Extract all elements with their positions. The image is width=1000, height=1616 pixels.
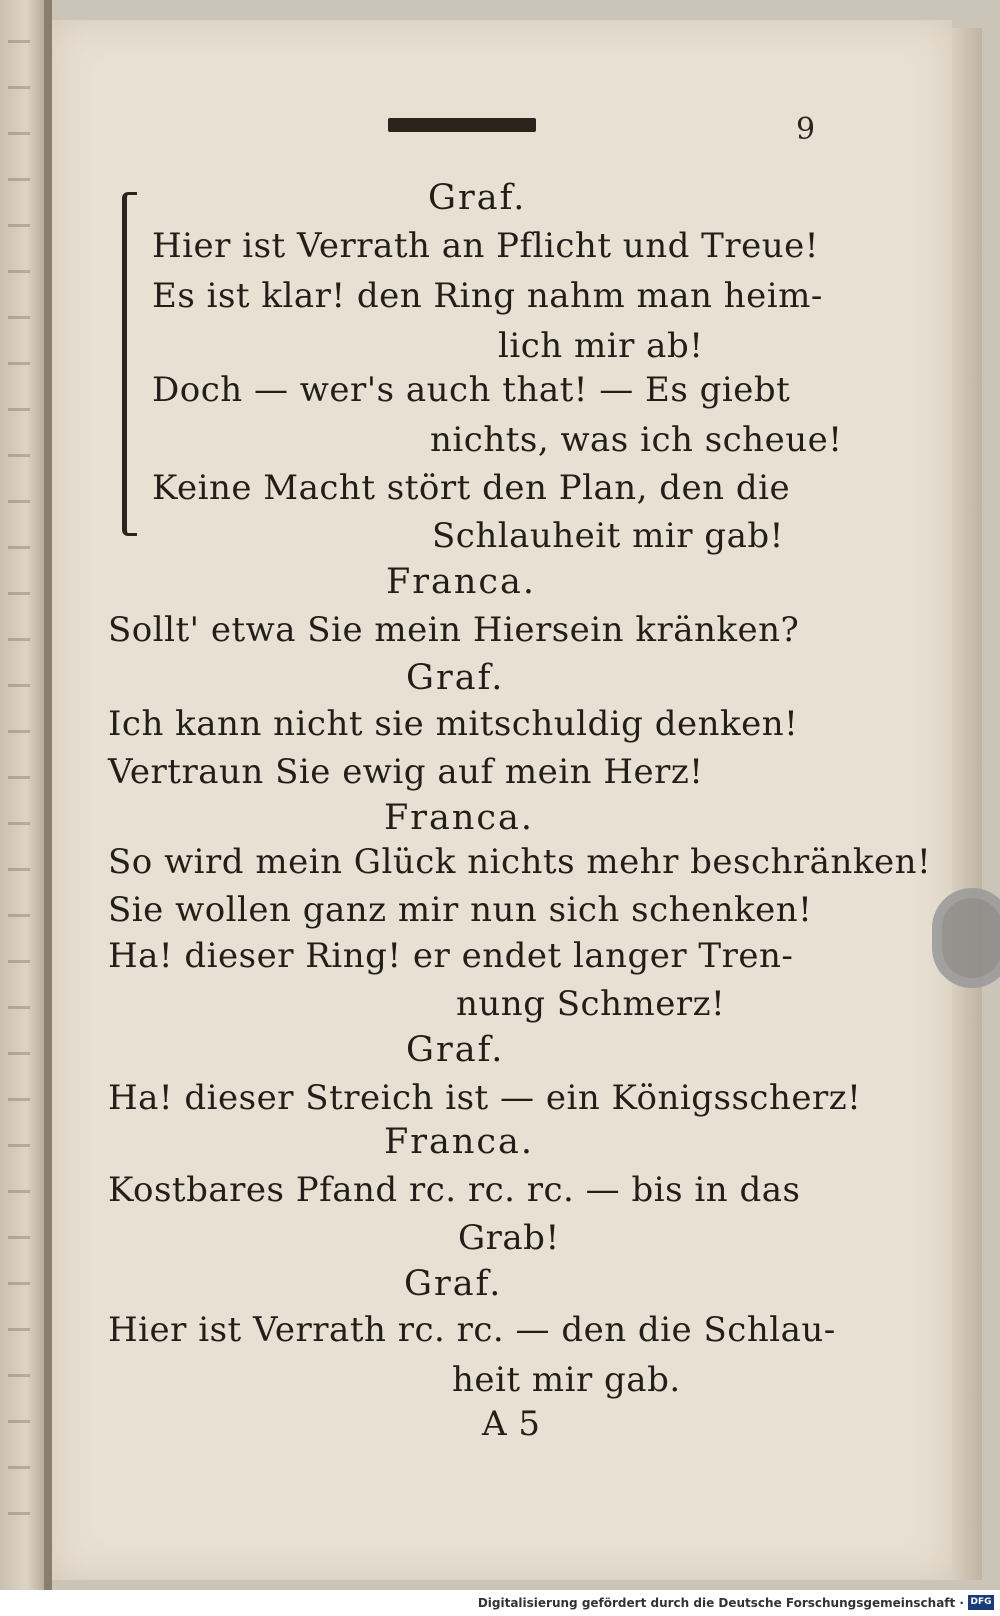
speaker-heading: Graf. [404,1264,503,1304]
speaker-heading: Franca. [384,798,535,838]
verse-line: heit mir gab. [452,1360,681,1400]
funding-credit: Digitalisierung gefördert durch die Deutsche Forschungsgemeinschaft · [477,1596,964,1610]
verse-line: Sie wollen ganz mir nun sich schenken! [108,890,813,930]
verse-line: Hier ist Verrath rc. rc. — den die Schlau- [108,1310,836,1350]
verse-line: Schlauheit mir gab! [432,516,784,556]
page-stack-edge [952,28,982,1580]
speaker-heading: Graf. [428,178,527,218]
verse-line: Sollt' etwa Sie mein Hiersein kränken? [108,610,800,650]
verse-line: nichts, was ich scheue! [430,420,843,460]
verse-line: nung Schmerz! [456,984,726,1024]
left-page-edge [0,0,44,1590]
verse-line: Hier ist Verrath an Pflicht und Treue! [152,226,819,266]
verse-line: Vertraun Sie ewig auf mein Herz! [108,752,704,792]
verse-line: Doch — wer's auch that! — Es giebt [152,370,791,410]
verse-line: So wird mein Glück nichts mehr beschränken! [108,842,932,882]
dfg-logo: DFG [968,1595,994,1610]
left-page-text-strip [8,40,30,1540]
speaker-heading: Franca. [386,562,537,602]
verse-line: Grab! [458,1218,560,1258]
speaker-heading: Graf. [406,658,505,698]
verse-line: Ich kann nicht sie mitschuldig denken! [108,704,799,744]
verse-bracket [122,192,137,536]
verse-line: Keine Macht stört den Plan, den die [152,468,791,508]
page-number: 9 [796,112,816,147]
verse-line: Es ist klar! den Ring nahm man heim- [152,276,823,316]
speaker-heading: Franca. [384,1122,535,1162]
speaker-heading: Graf. [406,1030,505,1070]
book-gutter [44,0,52,1590]
verse-line: lich mir ab! [498,326,704,366]
header-rule [388,118,536,132]
signature-mark: A 5 [482,1404,541,1444]
page-clip [932,888,1000,988]
verse-line: Kostbares Pfand rc. rc. rc. — bis in das [108,1170,801,1210]
verse-line: Ha! dieser Streich ist — ein Königsscherz! [108,1078,862,1118]
verse-line: Ha! dieser Ring! er endet langer Tren- [108,936,794,976]
